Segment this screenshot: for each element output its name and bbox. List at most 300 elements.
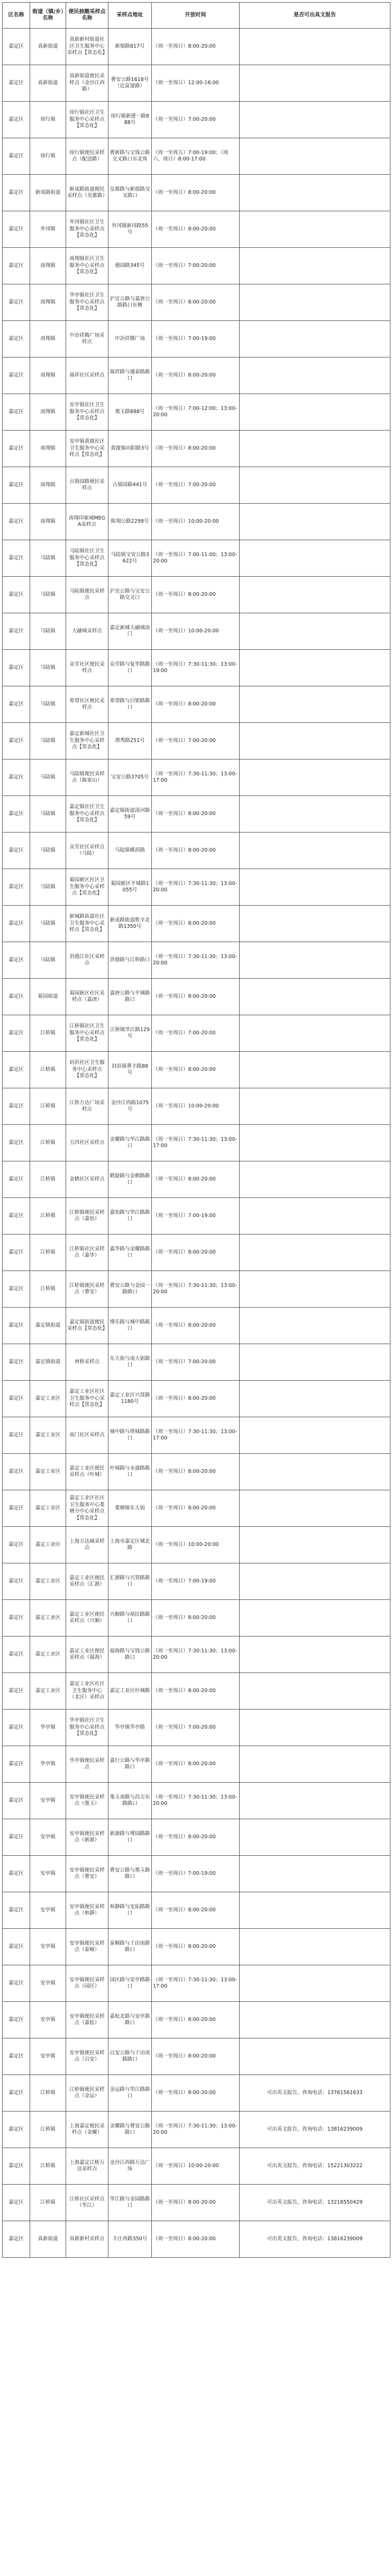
cell-site-name: 南翔印象城MEGA采样点 [66,504,108,540]
cell-street: 真新街道 [30,65,66,102]
cell-hours: （周一至周日）7:00-20:00 [152,467,240,504]
cell-site-name: 江桥镇社区采样点（嘉华） [66,1235,108,1271]
cell-site-name: 州桥采样点 [66,1344,108,1381]
cell-address: 嘉怡路与华江路路口 [108,1198,152,1235]
cell-district: 嘉定区 [3,796,30,833]
cell-street: 嘉定镇街道 [30,1308,66,1344]
cell-hours: （周一至周日）7:30-11:30；13:00-17:00 [152,1125,240,1161]
cell-address: 古猗园路441号 [108,467,152,504]
table-row [3,906,390,942]
cell-site-name: 徐行镇社区卫生服务中心采样点【常态化】 [66,102,108,138]
cell-address: 封浜镇曹丰路88号 [108,1052,152,1088]
cell-site-name: 瑞祥社区采样点 [66,357,108,394]
cell-district: 嘉定区 [3,869,30,906]
table-row [3,540,390,577]
cell-english-report [240,1235,390,1271]
cell-english-report [240,1454,390,1490]
cell-site-name: 真新新村采样点 [66,2221,108,2258]
cell-street: 江桥镇 [30,2185,66,2221]
cell-hours: （周一至周日）8:00-20:00 [152,357,240,394]
cell-district: 嘉定区 [3,1052,30,1088]
cell-street: 安亭镇 [30,1929,66,1965]
cell-street: 江桥镇 [30,1198,66,1235]
cell-english-report [240,2038,390,2075]
table-row [3,1929,390,1965]
cell-hours: （周一至周日）8:00-20:00 [152,2038,240,2075]
cell-address: 嘉定工业区叶城路 [108,1673,152,1710]
cell-hours: （周一至周日）8:00-20:00 [152,1381,240,1417]
cell-english-report: 可出英文报告，咨询电话：13218550429 [240,2185,390,2221]
cell-address: 众芳路与复华路路口 [108,650,152,686]
table-row [3,1965,390,2002]
table-row [3,1088,390,1125]
table-row [3,1527,390,1563]
cell-district: 嘉定区 [3,2112,30,2148]
cell-hours: （周一至周日）8:00-20:00 [152,1746,240,1783]
table-row [3,2221,390,2258]
table-row [3,504,390,540]
cell-english-report [240,1673,390,1710]
cell-hours: （周一至周日）8:00-20:00 [152,686,240,723]
cell-street: 真新街道 [30,29,66,65]
header-district: 区名称 [3,3,30,29]
cell-hours: （周一至周日）8:00-20:00 [152,1052,240,1088]
cell-english-report [240,65,390,102]
cell-hours: （周一至周日）7:00-20:00 [152,248,240,284]
cell-site-name: 嘉定工业区社区卫生服务中心（北区）采样点 [66,1673,108,1710]
cell-district: 嘉定区 [3,1344,30,1381]
cell-street: 南翔镇 [30,284,66,321]
cell-hours: （周一至周日）8:00-20:00 [152,1673,240,1710]
cell-address: 福海路与宝钱公路路口 [108,1636,152,1673]
cell-district: 嘉定区 [3,1563,30,1600]
cell-street: 安亭镇 [30,2038,66,2075]
cell-hours: （周一至周日）7:30-11:30；13:00-20:00 [152,942,240,979]
cell-site-name: 嘉定镇街道便民采样点【常态化】 [66,1308,108,1344]
cell-district: 嘉定区 [3,540,30,577]
cell-street: 马陆镇 [30,906,66,942]
cell-site-name: 安亭镇便民采样点（泰顺） [66,1929,108,1965]
cell-address: 瑞祥路与通泰路路口 [108,357,152,394]
cell-site-name: 南翔镇社区卫生服务中心采样点【常态化】 [66,248,108,284]
cell-english-report [240,796,390,833]
cell-street: 江桥镇 [30,1052,66,1088]
cell-address: 嘉定新城大融城南门 [108,613,152,650]
cell-english-report [240,1417,390,1454]
table-row [3,759,390,796]
cell-english-report [240,1563,390,1600]
cell-address: 徐行镇新建一路888号 [108,102,152,138]
cell-district: 嘉定区 [3,650,30,686]
cell-hours: （周一至周日）7:00-20:00 [152,102,240,138]
cell-hours: （周一至周日）8:00-20:00 [152,577,240,613]
cell-english-report [240,175,390,211]
cell-address: 菊园新区平城路1055号 [108,869,152,906]
cell-site-name: 嘉定工业区便民采样点（叶城） [66,1454,108,1490]
cell-district: 嘉定区 [3,1235,30,1271]
cell-english-report [240,1856,390,1892]
cell-street: 安亭镇 [30,2002,66,2038]
cell-address: 嘉唐公路与平城路路口 [108,979,152,1015]
cell-english-report [240,650,390,686]
cell-district: 嘉定区 [3,431,30,467]
table-row [3,979,390,1015]
cell-hours: （周一至周日）7:00-20:00 [152,723,240,759]
cell-district: 嘉定区 [3,1417,30,1454]
cell-street: 徐行镇 [30,102,66,138]
cell-address: 皇都路与新郁路交叉路口 [108,175,152,211]
table-row [3,723,390,759]
table-row [3,102,390,138]
cell-hours: （周一至周日）8:00-20:00 [152,1490,240,1527]
cell-english-report [240,138,390,175]
table-row [3,613,390,650]
cell-hours: （周一至周五）7:00-19:00；（周六、周日）8:00-17:00 [152,138,240,175]
table-row [3,2002,390,2038]
cell-site-name: 南门社区采样点 [66,1417,108,1454]
cell-english-report [240,1271,390,1308]
cell-district: 嘉定区 [3,1308,30,1344]
cell-street: 江桥镇 [30,2148,66,2185]
cell-site-name: 江桥镇便民采样点（金运） [66,2075,108,2112]
cell-district: 嘉定区 [3,29,30,65]
cell-street: 安亭镇 [30,1892,66,1929]
cell-address: 陈翔公路2299号 [108,504,152,540]
cell-street: 嘉定镇街道 [30,1344,66,1381]
table-row [3,394,390,431]
cell-street: 安亭镇 [30,1819,66,1856]
cell-address: 金沙江西路1075号 [108,1088,152,1125]
cell-district: 嘉定区 [3,613,30,650]
cell-address: 中冶祥腾广场 [108,321,152,357]
cell-site-name: 徐行镇便民采样点（配送路） [66,138,108,175]
cell-street: 南翔镇 [30,394,66,431]
cell-district: 嘉定区 [3,1636,30,1673]
table-row [3,1052,390,1088]
cell-district: 嘉定区 [3,1125,30,1161]
cell-english-report [240,504,390,540]
cell-hours: （周一至周日）7:00-20:00 [152,1710,240,1746]
cell-hours: （周一至周日）8:00-20:00 [152,1161,240,1198]
cell-street: 嘉定工业区 [30,1381,66,1417]
cell-hours: （周一至周日）8:00-20:00 [152,796,240,833]
cell-site-name: 菊园新区社区卫生服务中心采样点【常态化】 [66,869,108,906]
cell-hours: （周一至周日）8:00-20:00 [152,431,240,467]
table-row [3,833,390,869]
cell-address: 宝安公路3705号 [108,759,152,796]
cell-hours: （周一至周日）8:00-20:00 [152,906,240,942]
cell-hours: （周一至周日）7:30-11:30；13:00-20:00 [152,1636,240,1673]
cell-site-name: 古猗园路便民采样点 [66,467,108,504]
cell-district: 嘉定区 [3,942,30,979]
cell-english-report [240,869,390,906]
cell-hours: （周一至周日）8:00-20:00 [152,1929,240,1965]
cell-site-name: 众芳社区采样点（马陆） [66,833,108,869]
cell-street: 江桥镇 [30,2112,66,2148]
cell-english-report [240,248,390,284]
table-row [3,1454,390,1490]
table-row [3,1381,390,1417]
sampling-point-table [2,2,390,2258]
table-row [3,65,390,102]
cell-district: 嘉定区 [3,504,30,540]
table-row [3,1015,390,1052]
table-row [3,175,390,211]
cell-district: 嘉定区 [3,1088,30,1125]
table-row [3,29,390,65]
table-row [3,1161,390,1198]
table-row [3,284,390,321]
cell-address: 泰顺路与于田南路路口 [108,1929,152,1965]
table-row [3,1710,390,1746]
cell-address: 德园路345号 [108,248,152,284]
cell-street: 南翔镇 [30,357,66,394]
cell-street: 马陆镇 [30,869,66,906]
cell-site-name: 中冶祥腾广场采样点 [66,321,108,357]
cell-hours: （周一至周日）7:30-11:30；13:00-17:00 [152,1417,240,1454]
cell-site-name: 真新街道便民采样点（金沙江西路） [66,65,108,102]
cell-hours: （周一至周日）8:00-20:00 [152,2002,240,2038]
cell-hours: （周一至周日）8:00-20:00 [152,2185,240,2221]
cell-address: 和静路与安拓路路口 [108,1892,152,1929]
cell-site-name: 众芳社区便民采样点 [66,650,108,686]
cell-street: 嘉定工业区 [30,1454,66,1490]
table-row [3,1271,390,1308]
cell-hours: （周一至周日）7:30-11:30；13:00-20:00 [152,1783,240,1819]
cell-site-name: 江桥万达广场采样点 [66,1088,108,1125]
cell-english-report [240,942,390,979]
cell-district: 嘉定区 [3,357,30,394]
table-row [3,2112,390,2148]
cell-hours: （周一至周日）8:00-20:00 [152,175,240,211]
cell-site-name: 外冈镇社区卫生服务中心采样点【常态化】 [66,211,108,248]
cell-address: 新郁路817号 [108,29,152,65]
cell-site-name: 金鹤社区采样点 [66,1161,108,1198]
cell-english-report [240,1929,390,1965]
table-row [3,650,390,686]
header-site-name: 便民核酸采样点名称 [66,3,108,29]
cell-site-name: 安亭镇便民采样点（嘉松） [66,2002,108,2038]
cell-address: 曹安公路与墨玉路路口 [108,1856,152,1892]
cell-hours: （周一至周日）7:00-19:00 [152,1856,240,1892]
cell-street: 马陆镇 [30,686,66,723]
cell-site-name: 大融城采样点 [66,613,108,650]
table-row [3,1235,390,1271]
cell-address: 沪宜公路与嘉唐公路路口东侧 [108,284,152,321]
cell-site-name: 马陆镇便民采样点 [66,577,108,613]
table-row [3,2185,390,2221]
cell-hours: （周一至周日）10:00-20:00 [152,1527,240,1563]
cell-district: 嘉定区 [3,138,30,175]
table-row [3,2075,390,2112]
cell-english-report [240,357,390,394]
cell-address: 博乐路与城中路路口 [108,1308,152,1344]
cell-hours: （周一至周日）8:00-20:00 [152,1600,240,1636]
cell-address: 马陆镇宝安公路3622号 [108,540,152,577]
cell-site-name: 安亭镇黄渡社区卫生服务中心采样点【常态化】 [66,431,108,467]
cell-address: 希望路与白银路路口 [108,686,152,723]
cell-address: 嘉行公路与华亭路路口 [108,1746,152,1783]
cell-address: 外冈镇新冈路55号 [108,211,152,248]
cell-district: 嘉定区 [3,248,30,284]
sampling-point-sheet [2,2,390,2258]
cell-address: 金耀路与华江路路口 [108,1125,152,1161]
cell-district: 嘉定区 [3,833,30,869]
cell-english-report: 可出英文报告，咨询电话：15221303222 [240,2148,390,2185]
cell-street: 安亭镇 [30,1965,66,2002]
cell-address: 鹤旋路与金鹤路路口 [108,1161,152,1198]
cell-hours: （周一至周日）7:00-19:00 [152,1198,240,1235]
cell-hours: （周一至周日）8:00-20:00 [152,211,240,248]
cell-site-name: 华亭镇便民采样点 [66,1746,108,1783]
cell-hours: （周一至周日）7:30-11:30；13:00-20:00 [152,2112,240,2148]
cell-hours: （周一至周日）7:00-11:00；13:00-20:00 [152,540,240,577]
header-hours: 开放时间 [152,3,240,29]
cell-district: 嘉定区 [3,2002,30,2038]
cell-english-report [240,1088,390,1125]
cell-district: 嘉定区 [3,1746,30,1783]
cell-english-report [240,1965,390,2002]
cell-address: 墨玉路888号 [108,394,152,431]
cell-street: 嘉定工业区 [30,1636,66,1673]
cell-site-name: 安亭镇便民采样点（和静） [66,1892,108,1929]
table-row [3,1417,390,1454]
table-row [3,248,390,284]
cell-hours: （周一至周日）8:00-20:00 [152,833,240,869]
cell-site-name: 五四社区采样点 [66,1125,108,1161]
cell-english-report [240,1052,390,1088]
cell-district: 嘉定区 [3,175,30,211]
cell-street: 嘉定工业区 [30,1417,66,1454]
cell-english-report [240,979,390,1015]
cell-english-report [240,1636,390,1673]
cell-district: 嘉定区 [3,2221,30,2258]
cell-english-report [240,540,390,577]
cell-site-name: 封浜社区卫生服务中心采样点【常态化】 [66,1052,108,1088]
cell-street: 新成路街道 [30,175,66,211]
cell-site-name: 安亭镇便民采样点（墨玉） [66,1783,108,1819]
cell-district: 嘉定区 [3,1454,30,1490]
cell-address: 兴顺路与裕民路路口 [108,1600,152,1636]
cell-district: 嘉定区 [3,1198,30,1235]
header-address: 采样点地址 [108,3,152,29]
cell-hours: （周一至周日）8:00-20:00 [152,979,240,1015]
cell-hours: （周一至周日）8:00-20:00 [152,2221,240,2258]
cell-english-report [240,1490,390,1527]
table-row [3,2148,390,2185]
cell-english-report: 可出英文报告，咨询电话：13816239009 [240,2112,390,2148]
cell-hours: （周一至周日）7:30-11:30；13:00-17:00 [152,1965,240,2002]
table-row [3,869,390,906]
cell-district: 嘉定区 [3,2038,30,2075]
cell-street: 江桥镇 [30,1015,66,1052]
cell-english-report [240,577,390,613]
cell-site-name: 洪德江社区采样点 [66,942,108,979]
cell-english-report [240,29,390,65]
cell-hours: （周一至周日）7:00-19:00 [152,1563,240,1600]
cell-english-report [240,1527,390,1563]
cell-address: 华江路与金园路路口 [108,2185,152,2221]
cell-site-name: 嘉定工业区社区卫生服务中心娄塘分中心采样点【常态化】 [66,1490,108,1527]
cell-district: 嘉定区 [3,1892,30,1929]
cell-english-report [240,1746,390,1783]
cell-address: 曹安公路1618号（近富建路） [108,65,152,102]
cell-english-report [240,1892,390,1929]
cell-english-report [240,431,390,467]
cell-street: 江桥镇 [30,1271,66,1308]
cell-hours: （周一至周日）8:00-20:00 [152,1235,240,1271]
cell-address: 曹新路与宝钱公路交叉路口东北角 [108,138,152,175]
cell-english-report [240,833,390,869]
cell-address: 东大街与南大街路口 [108,1344,152,1381]
cell-hours: （周一至周日）7:30-11:30；13:00-17:00 [152,759,240,796]
cell-street: 江桥镇 [30,1088,66,1125]
cell-address: 汇源路与兴贤路路口 [108,1563,152,1600]
table-row [3,1819,390,1856]
cell-district: 嘉定区 [3,1015,30,1052]
table-row [3,942,390,979]
cell-street: 嘉定工业区 [30,1490,66,1527]
cell-site-name: 江桥社区采样点（华江） [66,2185,108,2221]
cell-site-name: 嘉定新城社区卫生服务中心采样点【常态化】 [66,723,108,759]
table-row [3,1673,390,1710]
cell-address: 金运路与华江路路口 [108,2075,152,2112]
cell-address: 园区路与安亭路路口 [108,1965,152,2002]
cell-street: 南翔镇 [30,321,66,357]
cell-district: 嘉定区 [3,1600,30,1636]
cell-hours: （周一至周日）8:00-20:00 [152,29,240,65]
cell-district: 嘉定区 [3,321,30,357]
table-row [3,1746,390,1783]
cell-street: 嘉定工业区 [30,1673,66,1710]
cell-street: 南翔镇 [30,467,66,504]
cell-address: 娄塘镇东大街 [108,1490,152,1527]
cell-district: 嘉定区 [3,467,30,504]
cell-street: 嘉定工业区 [30,1600,66,1636]
cell-address: 华亭镇华亭路 [108,1710,152,1746]
cell-district: 嘉定区 [3,723,30,759]
cell-english-report [240,1710,390,1746]
cell-street: 马陆镇 [30,723,66,759]
cell-district: 嘉定区 [3,2148,30,2185]
cell-address: 丰庄西路350号 [108,2221,152,2258]
cell-street: 马陆镇 [30,796,66,833]
cell-english-report [240,1125,390,1161]
cell-english-report [240,102,390,138]
cell-street: 嘉定工业区 [30,1563,66,1600]
cell-site-name: 华亭镇社区卫生服务中心采样点【常态化】 [66,1710,108,1746]
cell-english-report [240,1344,390,1381]
cell-street: 南翔镇 [30,248,66,284]
cell-hours: （周一至周日）8:00-20:00 [152,1892,240,1929]
cell-address: 新成路街道胜辛北路1350号 [108,906,152,942]
cell-district: 嘉定区 [3,284,30,321]
cell-site-name: 希望社区便民采样点 [66,686,108,723]
cell-address: 黄渡镇向阳路3号 [108,431,152,467]
cell-english-report [240,394,390,431]
cell-district: 嘉定区 [3,211,30,248]
cell-district: 嘉定区 [3,2185,30,2221]
cell-english-report [240,211,390,248]
cell-street: 华亭镇 [30,1710,66,1746]
cell-district: 嘉定区 [3,2075,30,2112]
cell-site-name: 江桥镇便民采样点（曹安） [66,1271,108,1308]
cell-hours: （周一至周日）10:00-20:00 [152,613,240,650]
cell-english-report [240,1161,390,1198]
cell-site-name: 新成路街道便民采样点（皇都路） [66,175,108,211]
cell-district: 嘉定区 [3,979,30,1015]
cell-hours: （周一至周日）7:00-12:00；13:00-20:00 [152,394,240,431]
